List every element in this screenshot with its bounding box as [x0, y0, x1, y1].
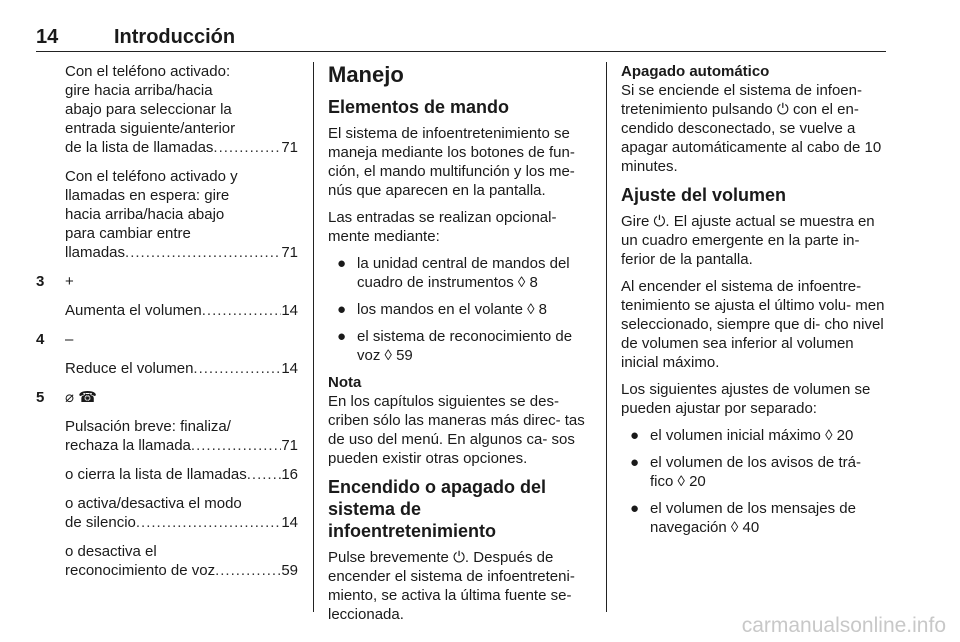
- leader-dots: [247, 465, 282, 484]
- paragraph: Pulse brevemente ⏻. Después de encender el sistema de infoentreteni- miento, se activa la última fuente se- leccionada.: [328, 549, 575, 623]
- page-ref[interactable]: 16: [281, 466, 298, 483]
- paragraph: El sistema de infoentretenimiento se maneja mediante los botones de fun- ción, el mando multifunción y los me- nús que aparecen en la pantalla.: [328, 125, 575, 199]
- list-item-text: los mandos en el volante ◊ 8: [357, 301, 548, 318]
- header-rule: [36, 51, 886, 52]
- list-item: [328, 300, 592, 319]
- section-heading: Manejo: [328, 62, 404, 87]
- paragraph: Al encender el sistema de infoentre- tenimiento se ajusta el último volu- men seleccionado, siempre que di- cho nivel de volumen sea inferior al volumen inicial máximo.: [621, 278, 885, 371]
- item-5-row: [36, 388, 298, 407]
- bullet-icon: ●: [630, 427, 640, 444]
- text-line: Reduce el volumen: [65, 360, 194, 377]
- paragraph: Las entradas se realizan opcional- mente mediante:: [328, 209, 557, 245]
- voice-recognition-entry: [36, 542, 298, 580]
- list-item: [328, 327, 592, 365]
- volume-up-entry: [36, 301, 298, 320]
- bullet-icon: ●: [337, 255, 347, 272]
- leader-dots: [213, 138, 281, 157]
- list-item-text: el volumen de los avisos de trá- fico ◊ 20: [650, 454, 861, 490]
- paragraph: Gire ⏻. El ajuste actual se muestra en un cuadro emergente en la parte in- ferior de la pantalla.: [621, 213, 875, 268]
- text-line: gire hacia arriba/hacia: [65, 82, 213, 99]
- column-1: [36, 62, 298, 590]
- item-3-row: [36, 272, 298, 291]
- list-item: [621, 499, 887, 537]
- list-item: [621, 453, 887, 491]
- volume-down-entry: [36, 359, 298, 378]
- text-line: llamadas: [65, 244, 126, 261]
- text-line: de silencio: [65, 514, 136, 531]
- page-header: [36, 26, 886, 52]
- page-ref[interactable]: 71: [281, 244, 298, 261]
- column-divider-1: [313, 62, 314, 612]
- paragraph: Si se enciende el sistema de infoen- tretenimiento pulsando ⏻ con el en- cendido desconectado, se vuelve a apagar automáticamente al cabo de 10 minutes.: [621, 82, 882, 175]
- text-line: Con el teléfono activado:: [65, 63, 231, 80]
- bullet-icon: ●: [337, 328, 347, 345]
- leader-dots: [215, 561, 281, 580]
- list-item-text: el volumen de los mensajes de navegación ◊ 40: [650, 500, 856, 536]
- leader-dots: [191, 436, 281, 455]
- list-item-text: el volumen inicial máximo ◊ 20: [650, 427, 854, 444]
- list-item-text: la unidad central de mandos del cuadro de instrumentos ◊ 8: [357, 255, 570, 291]
- item-number: 3: [36, 273, 45, 290]
- paragraph: Los siguientes ajustes de volumen se pueden ajustar por separado:: [621, 381, 871, 417]
- page-ref[interactable]: 14: [281, 360, 298, 377]
- topic-title: Apagado automático: [621, 63, 770, 80]
- text-line: Aumenta el volumen: [65, 302, 202, 319]
- leader-dots: [202, 301, 282, 320]
- list-item: [621, 426, 887, 445]
- phone-scroll-entry: [36, 62, 298, 157]
- plus-icon: +: [65, 273, 74, 290]
- page-ref[interactable]: 71: [281, 139, 298, 156]
- column-2: [328, 62, 592, 632]
- mute-mode-entry: [36, 494, 298, 532]
- bullet-icon: ●: [630, 500, 640, 517]
- item-4-row: [36, 330, 298, 349]
- leader-dots: [193, 359, 281, 378]
- list-item-text: el sistema de reconocimiento de voz ◊ 59: [357, 328, 573, 364]
- text-line: Pulsación breve: finaliza/: [65, 418, 231, 435]
- text-line: reconocimiento de voz: [65, 562, 216, 579]
- column-divider-2: [606, 62, 607, 612]
- text-line: o cierra la lista de llamadas: [65, 466, 247, 483]
- bullet-icon: ●: [630, 454, 640, 471]
- item-number: 4: [36, 331, 45, 348]
- note-text: En los capítulos siguientes se des- criben sólo las maneras más direc- tas de uso del menú. En algunos ca- sos pueden existir otras opciones.: [328, 393, 585, 467]
- text-line: llamadas en espera: gire: [65, 187, 230, 204]
- page-ref[interactable]: 14: [281, 514, 298, 531]
- text-line: para cambiar entre: [65, 225, 191, 242]
- watermark-footer: carmanualsonline.info: [741, 614, 946, 637]
- mute-hangup-icon: ⌀ ☎: [65, 389, 97, 406]
- text-line: o activa/desactiva el modo: [65, 495, 242, 512]
- text-line: abajo para seleccionar la: [65, 101, 232, 118]
- leader-dots: [136, 513, 281, 532]
- item-number: 5: [36, 389, 45, 406]
- subsection-heading: Elementos de mando: [328, 97, 510, 117]
- column-3: [621, 62, 887, 545]
- page-ref[interactable]: 14: [281, 302, 298, 319]
- minus-icon: –: [65, 331, 74, 348]
- text-line: rechaza la llamada: [65, 437, 191, 454]
- call-waiting-entry: [36, 167, 298, 262]
- text-line: hacia arriba/hacia abajo: [65, 206, 225, 223]
- note-title: Nota: [328, 374, 362, 391]
- text-line: entrada siguiente/anterior: [65, 120, 236, 137]
- subsection-heading: Ajuste del volumen: [621, 185, 787, 205]
- page-ref[interactable]: 71: [281, 437, 298, 454]
- list-item: [328, 254, 592, 292]
- bullet-icon: ●: [337, 301, 347, 318]
- page-ref[interactable]: 59: [281, 562, 298, 579]
- text-line: Con el teléfono activado y: [65, 168, 238, 185]
- text-line: o desactiva el: [65, 543, 157, 560]
- page-number: 14: [36, 26, 59, 48]
- leader-dots: [125, 243, 281, 262]
- subsection-heading: Encendido o apagado del sistema de infoentretenimiento: [328, 477, 547, 541]
- text-line: de la lista de llamadas: [65, 139, 214, 156]
- end-call-entry: [36, 417, 298, 455]
- close-calllist-entry: [36, 465, 298, 484]
- page-title: Introducción: [114, 26, 236, 48]
